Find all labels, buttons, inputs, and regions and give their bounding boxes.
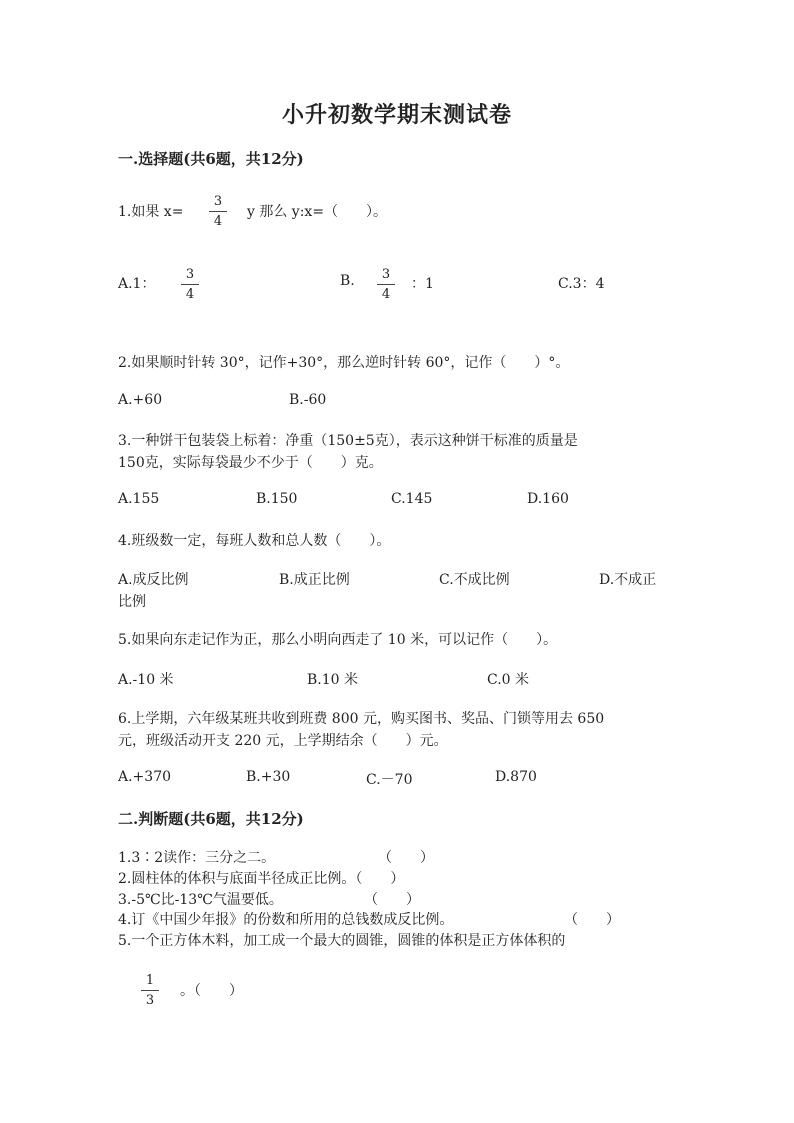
q1-option-c: C.3：4 [558, 276, 605, 292]
question-6-line-1: 6.上学期，六年级某班共收到班费 800 元，购买图书、奖品、门锁等用去 650 [118, 711, 605, 727]
q1-option-b-fraction [377, 267, 395, 302]
q5-option-b: B.10 米 [307, 672, 359, 688]
q2-option-a: A.+60 [118, 392, 163, 408]
q2-option-b: B.-60 [289, 392, 327, 408]
q5-option-a: A.-10 米 [118, 672, 174, 688]
q6-option-c: C.－70 [366, 772, 413, 788]
q1-suffix: y 那么 y:x=（ ）。 [247, 204, 388, 220]
judge-1-paren: （ ） [378, 850, 434, 866]
judge-5-suffix: 。（ ） [180, 983, 243, 999]
judge-4: 4.订《中国少年报》的份数和所用的总钱数成反比例。 [118, 912, 454, 928]
judge-5: 5.一个正方体木料，加工成一个最大的圆锥，圆锥的体积是正方体体积的 [118, 933, 566, 949]
judge-1: 1.3∶2读作：三分之二。 [118, 850, 276, 866]
q1-option-b-prefix: B. [340, 273, 355, 289]
q6-option-a: A.+370 [118, 769, 172, 785]
page-title: 小升初数学期末测试卷 [281, 102, 512, 128]
q1-option-a-fraction [181, 267, 199, 302]
j5-denominator: 3 [145, 993, 155, 1008]
q3-option-d: D.160 [527, 491, 569, 507]
q5-option-c: C.0 米 [487, 672, 530, 688]
q1-prefix: 1.如果 x= [118, 204, 184, 220]
q4-option-b: B.成正比例 [279, 572, 350, 588]
j5-numerator: 1 [145, 973, 155, 988]
judge-3: 3.-5℃比-13℃气温要低。 [118, 892, 283, 908]
question-2: 2.如果顺时针转 30°，记作+30°，那么逆时针转 60°，记作（ ）°。 [118, 355, 570, 371]
q1-a-denominator: 4 [185, 287, 195, 302]
judge-3-paren: （ ） [364, 892, 420, 908]
q3-option-b: B.150 [256, 491, 298, 507]
question-5: 5.如果向东走记作为正，那么小明向西走了 10 米，可以记作（ ）。 [118, 632, 558, 648]
section-heading-judge: 二.判断题(共6题，共12分) [118, 810, 304, 828]
question-4: 4.班级数一定，每班人数和总人数（ ）。 [118, 533, 391, 549]
q4-option-c: C.不成比例 [439, 572, 510, 588]
judge-4-paren: （ ） [564, 912, 620, 928]
q4-option-d-wrap: 比例 [118, 594, 146, 610]
q1-option-b-suffix: ：1 [411, 276, 434, 292]
question-6-line-2: 元，班级活动开支 220 元，上学期结余（ ）元。 [118, 733, 448, 749]
q6-option-b: B.+30 [246, 769, 291, 785]
q1-fraction [209, 194, 227, 229]
judge-5-fraction [141, 973, 159, 1008]
q1-b-denominator: 4 [381, 287, 391, 302]
q1-a-numerator: 3 [185, 267, 195, 282]
q1-frac-denominator: 4 [213, 214, 223, 229]
q1-frac-numerator: 3 [213, 194, 223, 209]
q6-option-d: D.870 [495, 769, 537, 785]
question-3-line-1: 3.一种饼干包装袋上标着：净重（150±5克），表示这种饼干标准的质量是 [118, 433, 578, 449]
q4-option-a: A.成反比例 [118, 572, 189, 588]
q4-option-d: D.不成正 [599, 572, 657, 588]
q1-option-a-prefix: A.1： [118, 276, 156, 292]
q3-option-c: C.145 [391, 491, 433, 507]
judge-2: 2.圆柱体的体积与底面半径成正比例。（ ） [118, 871, 405, 887]
question-3-line-2: 150克，实际每袋最少不少于（ ）克。 [118, 455, 383, 471]
section-heading-choice: 一.选择题(共6题，共12分) [118, 150, 304, 168]
q3-option-a: A.155 [118, 491, 160, 507]
q1-b-numerator: 3 [381, 267, 391, 282]
